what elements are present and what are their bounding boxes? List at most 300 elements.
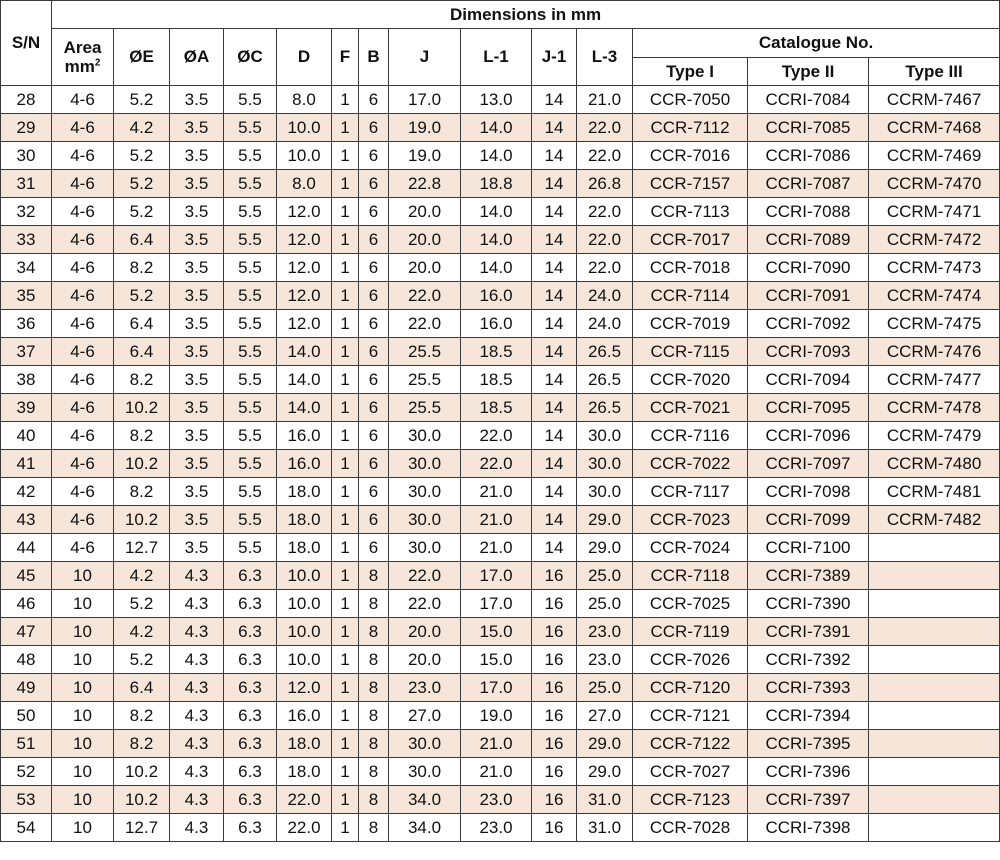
cell-type-iii [869,646,1000,674]
cell-j: 30.0 [389,422,461,450]
cell-type-i: CCR-7023 [633,506,748,534]
cell-f: 1 [332,786,359,814]
cell-area: 10 [52,730,114,758]
cell-j: 30.0 [389,758,461,786]
col-header-j1: J-1 [532,29,577,86]
cell-type-ii: CCRI-7086 [748,142,869,170]
cell-area: 10 [52,702,114,730]
cell-c: 6.3 [224,786,277,814]
cell-type-iii: CCRM-7470 [869,170,1000,198]
cell-area: 4-6 [52,506,114,534]
cell-j1: 14 [532,170,577,198]
cell-j1: 14 [532,226,577,254]
col-header-d: D [277,29,332,86]
cell-area: 10 [52,618,114,646]
cell-b: 6 [359,226,389,254]
cell-type-ii: CCRI-7085 [748,114,869,142]
cell-type-i: CCR-7019 [633,310,748,338]
cell-a: 4.3 [170,674,224,702]
cell-a: 3.5 [170,422,224,450]
cell-c: 6.3 [224,590,277,618]
cell-e: 10.2 [114,758,170,786]
table-row [1,450,1000,478]
cell-e: 8.2 [114,254,170,282]
cell-e: 10.2 [114,786,170,814]
cell-area: 4-6 [52,338,114,366]
cell-a: 3.5 [170,450,224,478]
cell-b: 6 [359,170,389,198]
cell-j1: 14 [532,478,577,506]
cell-a: 3.5 [170,86,224,114]
cell-type-iii [869,702,1000,730]
cell-l3: 30.0 [577,478,633,506]
cell-f: 1 [332,562,359,590]
cell-sn: 28 [1,86,52,114]
col-header-e: ØE [114,29,170,86]
cell-a: 3.5 [170,506,224,534]
cell-j1: 14 [532,86,577,114]
cell-l3: 23.0 [577,646,633,674]
cell-d: 12.0 [277,674,332,702]
cell-c: 5.5 [224,506,277,534]
cell-type-ii: CCRI-7397 [748,786,869,814]
cell-type-ii: CCRI-7389 [748,562,869,590]
cell-a: 3.5 [170,282,224,310]
cell-d: 16.0 [277,702,332,730]
cell-f: 1 [332,170,359,198]
table-row [1,702,1000,730]
cell-e: 8.2 [114,366,170,394]
cell-area: 4-6 [52,366,114,394]
cell-d: 10.0 [277,590,332,618]
cell-l1: 21.0 [461,478,532,506]
cell-type-iii [869,814,1000,842]
cell-d: 8.0 [277,86,332,114]
cell-type-iii [869,618,1000,646]
cell-type-ii: CCRI-7099 [748,506,869,534]
cell-area: 4-6 [52,282,114,310]
cell-area: 4-6 [52,534,114,562]
col-header-l3: L-3 [577,29,633,86]
cell-j: 30.0 [389,506,461,534]
cell-f: 1 [332,478,359,506]
cell-b: 6 [359,534,389,562]
cell-l1: 15.0 [461,646,532,674]
cell-sn: 42 [1,478,52,506]
cell-b: 6 [359,86,389,114]
cell-e: 5.2 [114,282,170,310]
cell-j: 23.0 [389,674,461,702]
cell-sn: 36 [1,310,52,338]
cell-l1: 21.0 [461,758,532,786]
cell-type-i: CCR-7050 [633,86,748,114]
cell-j1: 16 [532,702,577,730]
cell-j: 20.0 [389,646,461,674]
table-row [1,282,1000,310]
cell-sn: 40 [1,422,52,450]
cell-e: 8.2 [114,702,170,730]
cell-sn: 51 [1,730,52,758]
cell-b: 6 [359,422,389,450]
cell-e: 5.2 [114,142,170,170]
cell-type-i: CCR-7123 [633,786,748,814]
cell-sn: 49 [1,674,52,702]
cell-area: 4-6 [52,310,114,338]
cell-c: 5.5 [224,170,277,198]
cell-b: 8 [359,730,389,758]
cell-j: 22.0 [389,562,461,590]
cell-b: 8 [359,674,389,702]
cell-l3: 29.0 [577,534,633,562]
cell-type-i: CCR-7027 [633,758,748,786]
cell-l3: 22.0 [577,198,633,226]
cell-l1: 13.0 [461,86,532,114]
cell-e: 8.2 [114,422,170,450]
cell-type-i: CCR-7119 [633,618,748,646]
cell-c: 5.5 [224,86,277,114]
cell-l1: 14.0 [461,198,532,226]
cell-type-i: CCR-7113 [633,198,748,226]
cell-area: 4-6 [52,422,114,450]
cell-b: 8 [359,702,389,730]
table-row [1,758,1000,786]
cell-type-i: CCR-7026 [633,646,748,674]
cell-j: 30.0 [389,478,461,506]
cell-b: 8 [359,786,389,814]
cell-l3: 31.0 [577,814,633,842]
cell-area: 10 [52,562,114,590]
cell-c: 6.3 [224,814,277,842]
table-row [1,814,1000,842]
cell-type-iii: CCRM-7480 [869,450,1000,478]
cell-l3: 29.0 [577,730,633,758]
cell-c: 6.3 [224,618,277,646]
cell-d: 14.0 [277,366,332,394]
cell-type-ii: CCRI-7096 [748,422,869,450]
cell-c: 5.5 [224,366,277,394]
cell-d: 12.0 [277,254,332,282]
cell-j1: 14 [532,198,577,226]
cell-sn: 53 [1,786,52,814]
cell-area: 4-6 [52,450,114,478]
cell-j1: 16 [532,730,577,758]
type-iii-header: Type III [869,58,1000,86]
cell-a: 3.5 [170,226,224,254]
cell-e: 12.7 [114,814,170,842]
cell-a: 4.3 [170,786,224,814]
cell-b: 8 [359,562,389,590]
cell-l1: 16.0 [461,310,532,338]
table-row [1,366,1000,394]
cell-type-ii: CCRI-7094 [748,366,869,394]
cell-d: 10.0 [277,562,332,590]
cell-type-iii [869,730,1000,758]
cell-sn: 30 [1,142,52,170]
table-row [1,506,1000,534]
table-row [1,86,1000,114]
cell-j1: 14 [532,506,577,534]
cell-j: 25.5 [389,366,461,394]
table-row [1,674,1000,702]
cell-type-iii [869,534,1000,562]
cell-sn: 37 [1,338,52,366]
cell-c: 5.5 [224,114,277,142]
cell-type-iii: CCRM-7481 [869,478,1000,506]
cell-c: 5.5 [224,254,277,282]
cell-l3: 21.0 [577,86,633,114]
catalogue-title: Catalogue No. [633,29,1000,58]
cell-j1: 14 [532,450,577,478]
cell-j: 19.0 [389,142,461,170]
cell-e: 6.4 [114,226,170,254]
cell-b: 8 [359,590,389,618]
cell-type-i: CCR-7018 [633,254,748,282]
cell-type-i: CCR-7118 [633,562,748,590]
cell-type-iii [869,562,1000,590]
cell-j1: 14 [532,142,577,170]
cell-l1: 22.0 [461,450,532,478]
cell-j1: 14 [532,254,577,282]
cell-type-iii: CCRM-7472 [869,226,1000,254]
cell-d: 12.0 [277,226,332,254]
cell-j1: 14 [532,114,577,142]
cell-type-ii: CCRI-7088 [748,198,869,226]
cell-l3: 25.0 [577,562,633,590]
cell-j1: 16 [532,590,577,618]
cell-type-iii: CCRM-7471 [869,198,1000,226]
cell-a: 3.5 [170,114,224,142]
cell-d: 16.0 [277,450,332,478]
cell-type-i: CCR-7157 [633,170,748,198]
cell-d: 18.0 [277,506,332,534]
cell-type-ii: CCRI-7394 [748,702,869,730]
cell-l3: 30.0 [577,422,633,450]
cell-type-iii: CCRM-7482 [869,506,1000,534]
cell-a: 3.5 [170,338,224,366]
cell-sn: 34 [1,254,52,282]
cell-d: 8.0 [277,170,332,198]
cell-e: 8.2 [114,730,170,758]
cell-j1: 16 [532,674,577,702]
cell-l1: 14.0 [461,254,532,282]
cell-sn: 54 [1,814,52,842]
cell-type-ii: CCRI-7393 [748,674,869,702]
table-row [1,338,1000,366]
cell-d: 10.0 [277,114,332,142]
cell-area: 4-6 [52,226,114,254]
cell-type-ii: CCRI-7090 [748,254,869,282]
cell-type-i: CCR-7112 [633,114,748,142]
cell-c: 5.5 [224,450,277,478]
table-row [1,786,1000,814]
cell-type-i: CCR-7016 [633,142,748,170]
cell-sn: 45 [1,562,52,590]
cell-e: 4.2 [114,562,170,590]
cell-l3: 27.0 [577,702,633,730]
cell-l1: 21.0 [461,506,532,534]
cell-type-ii: CCRI-7089 [748,226,869,254]
cell-d: 14.0 [277,394,332,422]
cell-sn: 43 [1,506,52,534]
cell-f: 1 [332,618,359,646]
table-row [1,198,1000,226]
cell-j: 20.0 [389,226,461,254]
cell-type-iii [869,674,1000,702]
cell-l1: 14.0 [461,142,532,170]
cell-a: 4.3 [170,590,224,618]
cell-l1: 17.0 [461,674,532,702]
cell-type-i: CCR-7120 [633,674,748,702]
cell-a: 3.5 [170,366,224,394]
cell-type-i: CCR-7025 [633,590,748,618]
col-header-j: J [389,29,461,86]
cell-type-iii: CCRM-7479 [869,422,1000,450]
cell-j1: 16 [532,786,577,814]
sn-header: S/N [1,1,52,86]
cell-j: 22.0 [389,282,461,310]
cell-c: 5.5 [224,394,277,422]
cell-a: 3.5 [170,170,224,198]
cell-type-ii: CCRI-7084 [748,86,869,114]
cell-type-ii: CCRI-7396 [748,758,869,786]
cell-l3: 26.5 [577,394,633,422]
cell-sn: 38 [1,366,52,394]
cell-j: 30.0 [389,450,461,478]
cell-e: 6.4 [114,674,170,702]
cell-j1: 14 [532,282,577,310]
cell-a: 3.5 [170,198,224,226]
cell-area: 10 [52,674,114,702]
cell-j1: 14 [532,394,577,422]
cell-b: 6 [359,142,389,170]
cell-l3: 31.0 [577,786,633,814]
col-header-f: F [332,29,359,86]
cell-c: 6.3 [224,702,277,730]
cell-sn: 39 [1,394,52,422]
cell-b: 6 [359,338,389,366]
cell-j: 30.0 [389,534,461,562]
cell-d: 12.0 [277,282,332,310]
cell-e: 5.2 [114,646,170,674]
cell-j1: 16 [532,758,577,786]
cell-f: 1 [332,534,359,562]
cell-f: 1 [332,366,359,394]
cell-area: 4-6 [52,114,114,142]
cell-b: 6 [359,114,389,142]
cell-l1: 18.5 [461,394,532,422]
cell-f: 1 [332,338,359,366]
cell-c: 5.5 [224,338,277,366]
cell-e: 6.4 [114,338,170,366]
area-unit-exponent: 2 [94,57,101,69]
cell-l1: 21.0 [461,534,532,562]
cell-e: 10.2 [114,394,170,422]
cell-area: 10 [52,646,114,674]
cell-f: 1 [332,282,359,310]
type-ii-header: Type II [748,58,869,86]
cell-b: 6 [359,198,389,226]
cell-a: 4.3 [170,562,224,590]
table-row [1,478,1000,506]
cell-d: 14.0 [277,338,332,366]
cell-type-iii: CCRM-7473 [869,254,1000,282]
cell-e: 12.7 [114,534,170,562]
cell-type-iii [869,590,1000,618]
cell-l3: 22.0 [577,114,633,142]
cell-d: 18.0 [277,534,332,562]
cell-type-i: CCR-7017 [633,226,748,254]
cell-j1: 14 [532,310,577,338]
cell-sn: 33 [1,226,52,254]
cell-type-iii [869,786,1000,814]
table-row [1,590,1000,618]
type-i-header: Type I [633,58,748,86]
cell-j: 20.0 [389,618,461,646]
cell-j1: 16 [532,646,577,674]
cell-area: 10 [52,758,114,786]
cell-a: 3.5 [170,254,224,282]
area-label: Area [63,38,102,57]
cell-c: 5.5 [224,534,277,562]
cell-l3: 29.0 [577,506,633,534]
cell-type-ii: CCRI-7100 [748,534,869,562]
cell-f: 1 [332,506,359,534]
cell-f: 1 [332,86,359,114]
cell-b: 6 [359,282,389,310]
cell-type-i: CCR-7024 [633,534,748,562]
table-row [1,114,1000,142]
table-row [1,226,1000,254]
cell-a: 4.3 [170,702,224,730]
cell-type-ii: CCRI-7391 [748,618,869,646]
cell-b: 6 [359,310,389,338]
cell-area: 4-6 [52,198,114,226]
cell-type-i: CCR-7121 [633,702,748,730]
cell-c: 5.5 [224,226,277,254]
cell-j: 25.5 [389,338,461,366]
cell-type-ii: CCRI-7092 [748,310,869,338]
cell-a: 4.3 [170,730,224,758]
cell-e: 6.4 [114,310,170,338]
cell-f: 1 [332,422,359,450]
cell-l3: 25.0 [577,674,633,702]
cell-d: 18.0 [277,758,332,786]
cell-type-ii: CCRI-7097 [748,450,869,478]
cell-f: 1 [332,142,359,170]
dimensions-title: Dimensions in mm [52,1,1000,29]
cell-a: 3.5 [170,534,224,562]
cell-sn: 48 [1,646,52,674]
cell-type-i: CCR-7028 [633,814,748,842]
cell-a: 3.5 [170,142,224,170]
cell-l1: 19.0 [461,702,532,730]
table-row [1,254,1000,282]
cell-c: 6.3 [224,646,277,674]
cell-type-iii: CCRM-7477 [869,366,1000,394]
cell-j: 25.5 [389,394,461,422]
cell-type-i: CCR-7022 [633,450,748,478]
cell-b: 8 [359,618,389,646]
cell-e: 10.2 [114,506,170,534]
cell-j: 20.0 [389,254,461,282]
cell-l1: 14.0 [461,114,532,142]
cell-sn: 52 [1,758,52,786]
cell-type-iii [869,758,1000,786]
cell-c: 5.5 [224,282,277,310]
cell-c: 5.5 [224,142,277,170]
cell-l3: 23.0 [577,618,633,646]
cell-a: 4.3 [170,814,224,842]
